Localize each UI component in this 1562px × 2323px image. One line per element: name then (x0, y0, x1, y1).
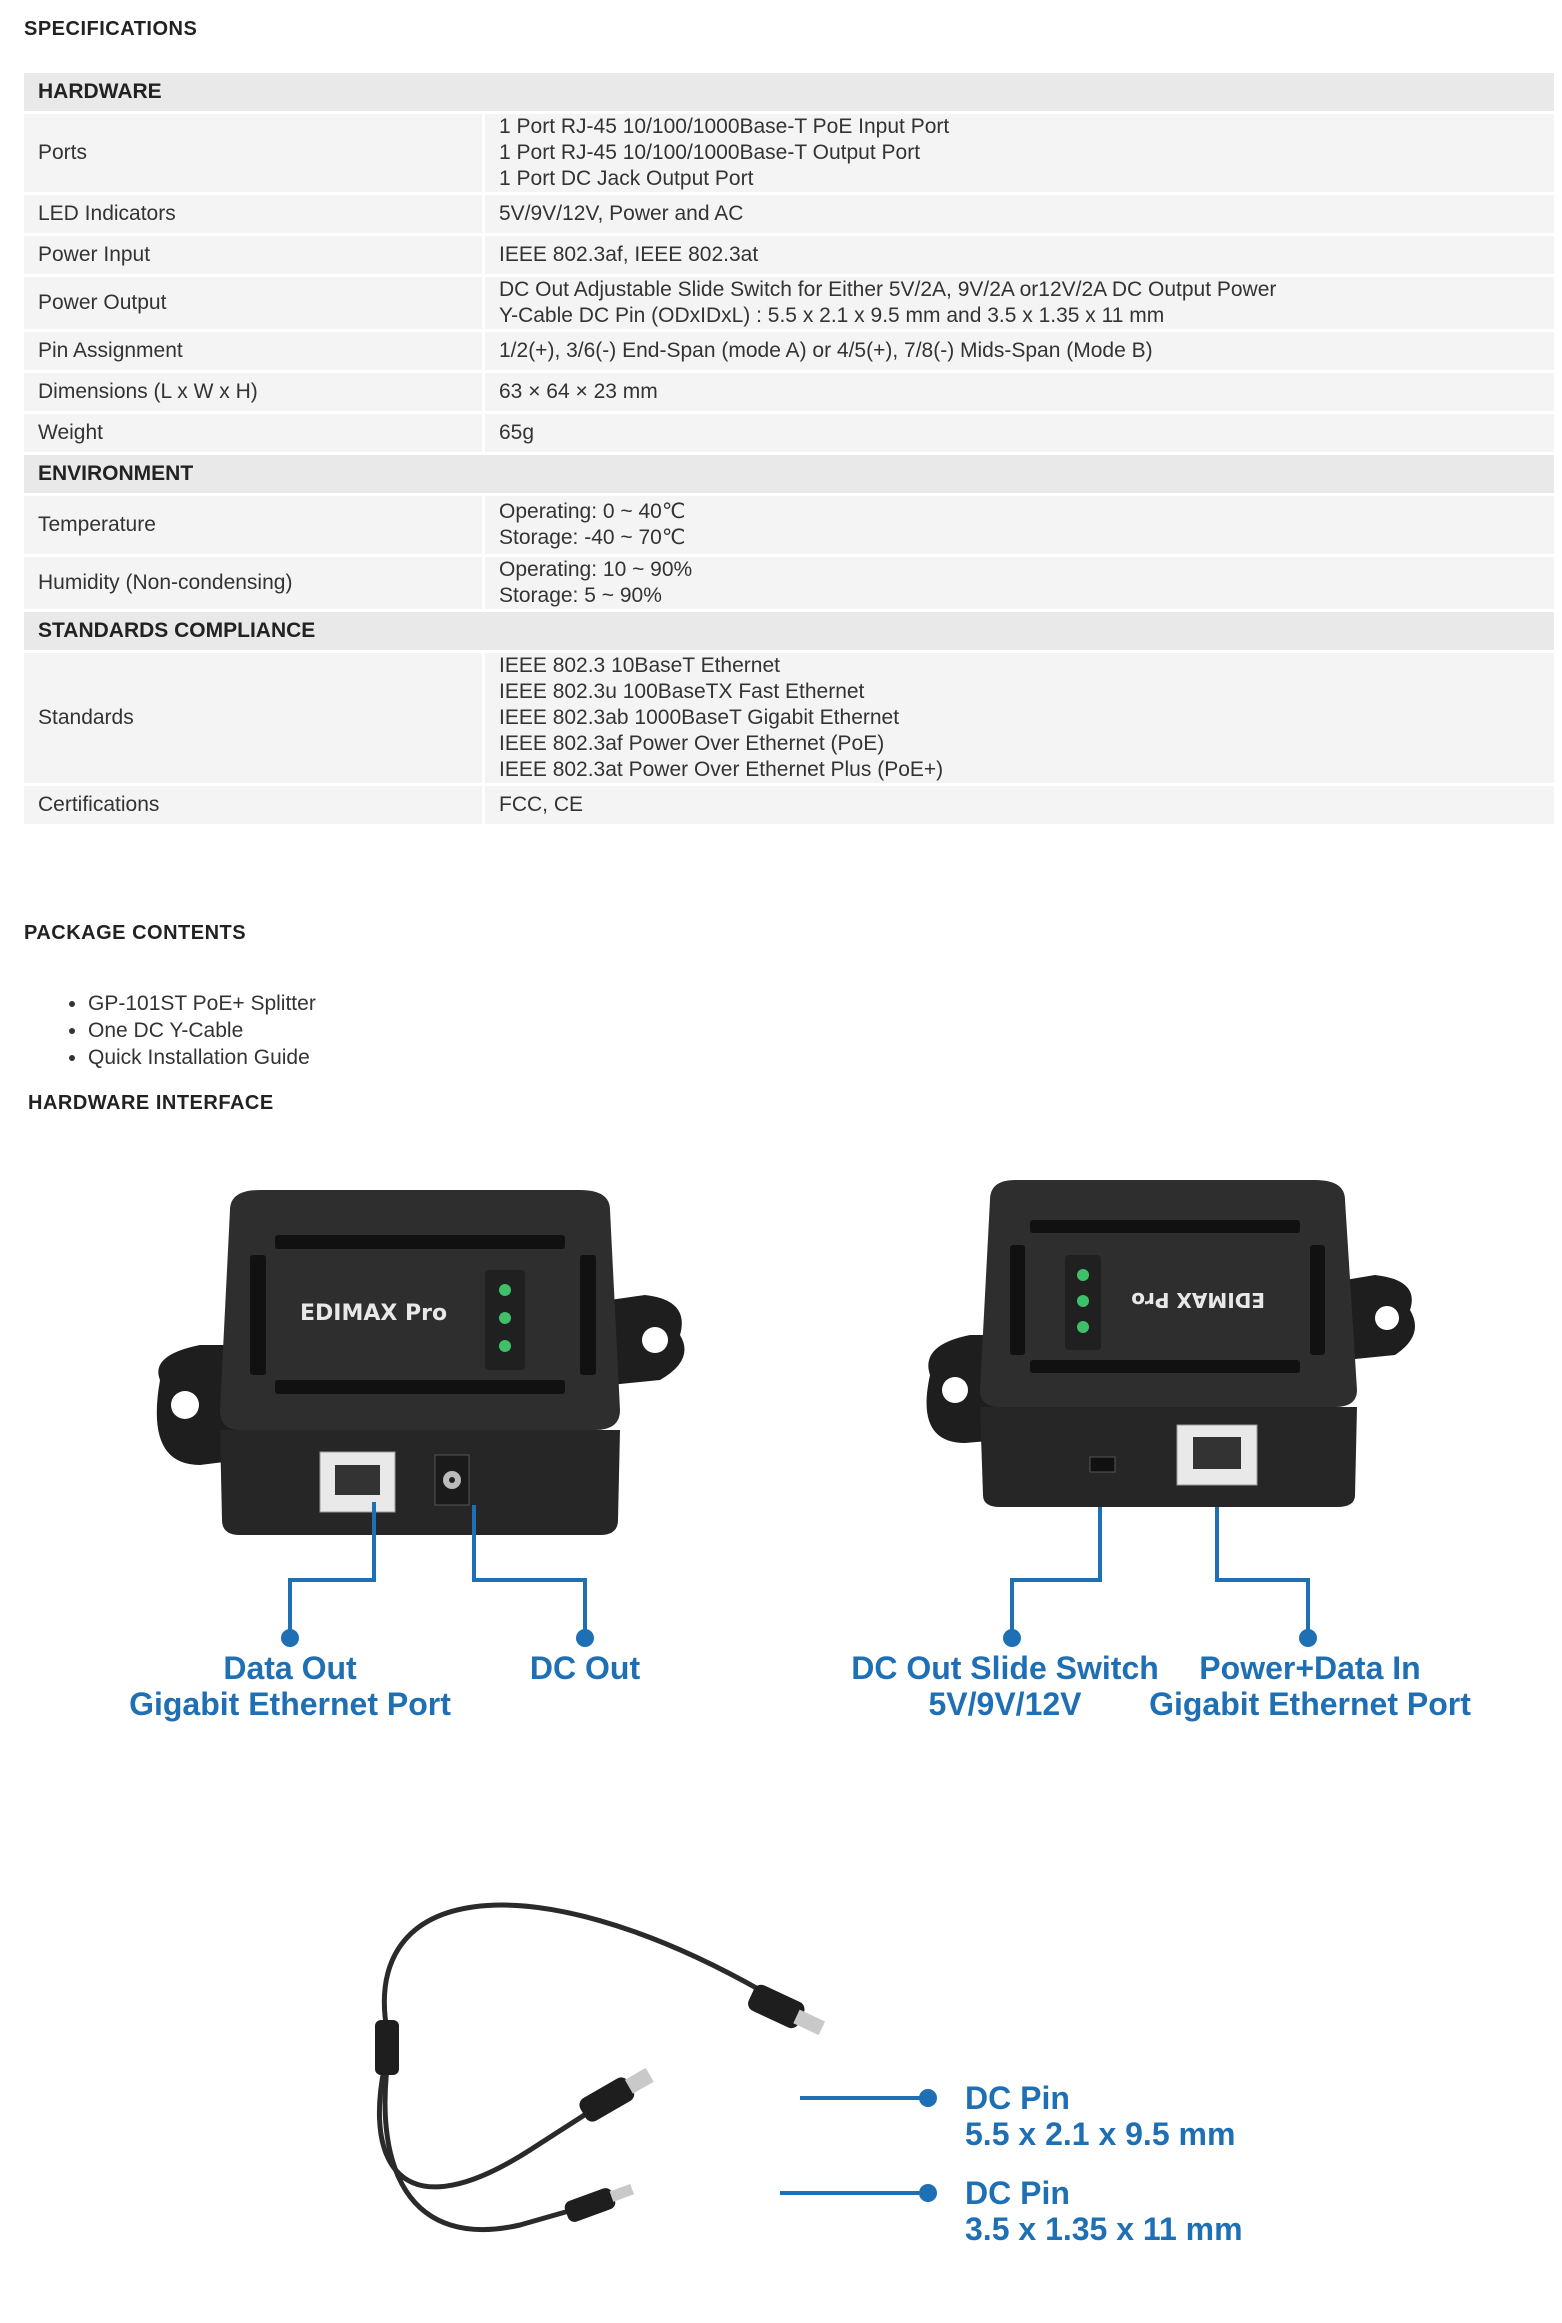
spec-label: Ports (24, 114, 485, 192)
hardware-interface-heading: HARDWARE INTERFACE (28, 1092, 274, 1114)
spec-value-line: 65g (499, 421, 535, 444)
spec-label: Standards (24, 653, 485, 783)
spec-value-line: 1 Port DC Jack Output Port (499, 167, 754, 190)
spec-value (485, 332, 1554, 370)
table-row (24, 414, 1554, 452)
table-row (24, 332, 1554, 370)
spec-value-line: IEEE 802.3af Power Over Ethernet (PoE) (499, 732, 885, 755)
dc-pin-small-label: DC Pin 3.5 x 1.35 x 11 mm (965, 2175, 1243, 2247)
spec-label: Weight (24, 414, 485, 452)
spec-value-line: IEEE 802.3u 100BaseTX Fast Ethernet (499, 680, 865, 703)
spec-value (485, 414, 1554, 452)
spec-group-header (24, 612, 1554, 650)
spec-value-line: IEEE 802.3at Power Over Ethernet Plus (PoE+) (499, 758, 944, 781)
spec-value (485, 236, 1554, 274)
dc-out-label: DC Out (529, 1650, 641, 1686)
spec-value-line: 1/2(+), 3/6(-) End-Span (mode A) or 4/5(+), 7/8(-) Mids-Span (Mode B) (499, 339, 1153, 362)
dc-pin-large-label: DC Pin 5.5 x 2.1 x 9.5 mm (965, 2080, 1236, 2152)
spec-label: Dimensions (L x W x H) (24, 373, 485, 411)
list-item: • Quick Installation Guide (88, 1044, 316, 1071)
spec-value (485, 114, 1554, 192)
spec-label: Humidity (Non-condensing) (24, 557, 485, 609)
spec-value (485, 653, 1554, 783)
device-back-image (905, 1175, 1425, 1575)
spec-value-line: Storage: -40 ~ 70℃ (499, 526, 686, 549)
list-item: • One DC Y-Cable (88, 1017, 316, 1044)
spec-value (485, 786, 1554, 824)
spec-value-line: Operating: 10 ~ 90% (499, 558, 693, 581)
spec-value-line: Y-Cable DC Pin (ODxIDxL) : 5.5 x 2.1 x 9.5 mm and 3.5 x 1.35 x 11 mm (499, 304, 1165, 327)
table-row (24, 653, 1554, 783)
table-row (24, 496, 1554, 554)
spec-value-line: Operating: 0 ~ 40℃ (499, 500, 686, 523)
spec-value-line: Storage: 5 ~ 90% (499, 584, 662, 607)
package-contents-heading: PACKAGE CONTENTS (24, 922, 247, 944)
table-row (24, 114, 1554, 192)
table-row (24, 786, 1554, 824)
spec-value-line: FCC, CE (499, 793, 583, 816)
svg-text:EDIMAX Pro: EDIMAX Pro (1131, 1288, 1265, 1312)
spec-group-title: STANDARDS COMPLIANCE (24, 612, 1554, 650)
spec-group-header (24, 73, 1554, 111)
spec-value (485, 373, 1554, 411)
spec-label: Temperature (24, 496, 485, 554)
power-data-in-label: Power+Data In Gigabit Ethernet Port (1149, 1650, 1471, 1722)
table-row (24, 236, 1554, 274)
spec-label: LED Indicators (24, 195, 485, 233)
spec-value-line: IEEE 802.3 10BaseT Ethernet (499, 654, 780, 677)
spec-label: Certifications (24, 786, 485, 824)
spec-value-line: DC Out Adjustable Slide Switch for Either 5V/2A, 9V/2A or12V/2A DC Output Power (499, 278, 1277, 301)
spec-value-line: 63 × 64 × 23 mm (499, 380, 658, 403)
spec-value (485, 195, 1554, 233)
spec-value-line: 1 Port RJ-45 10/100/1000Base-T PoE Input Port (499, 115, 950, 138)
specifications-heading: SPECIFICATIONS (24, 18, 198, 40)
table-row (24, 557, 1554, 609)
spec-group-title: ENVIRONMENT (24, 455, 1554, 493)
spec-label: Power Output (24, 277, 485, 329)
spec-value (485, 277, 1554, 329)
spec-value-line: IEEE 802.3ab 1000BaseT Gigabit Ethernet (499, 706, 900, 729)
spec-value (485, 557, 1554, 609)
package-contents-list (60, 990, 316, 1071)
table-row (24, 195, 1554, 233)
spec-label: Power Input (24, 236, 485, 274)
list-item: • GP-101ST PoE+ Splitter (88, 990, 316, 1017)
device-front-image (140, 1180, 700, 1610)
spec-group-header (24, 455, 1554, 493)
slide-switch-label: DC Out Slide Switch 5V/9V/12V (851, 1650, 1159, 1722)
spec-value (485, 496, 1554, 554)
edimax-logo: EDIMAX Pro (300, 1301, 448, 1326)
spec-group-title: HARDWARE (24, 73, 1554, 111)
table-row (24, 277, 1554, 329)
specifications-table (24, 70, 1554, 827)
data-out-label: Data Out Gigabit Ethernet Port (129, 1650, 451, 1722)
table-row (24, 373, 1554, 411)
y-cable-image (330, 1820, 850, 2260)
spec-label: Pin Assignment (24, 332, 485, 370)
spec-value-line: 1 Port RJ-45 10/100/1000Base-T Output Port (499, 141, 921, 164)
spec-value-line: 5V/9V/12V, Power and AC (499, 202, 744, 225)
spec-value-line: IEEE 802.3af, IEEE 802.3at (499, 243, 759, 266)
